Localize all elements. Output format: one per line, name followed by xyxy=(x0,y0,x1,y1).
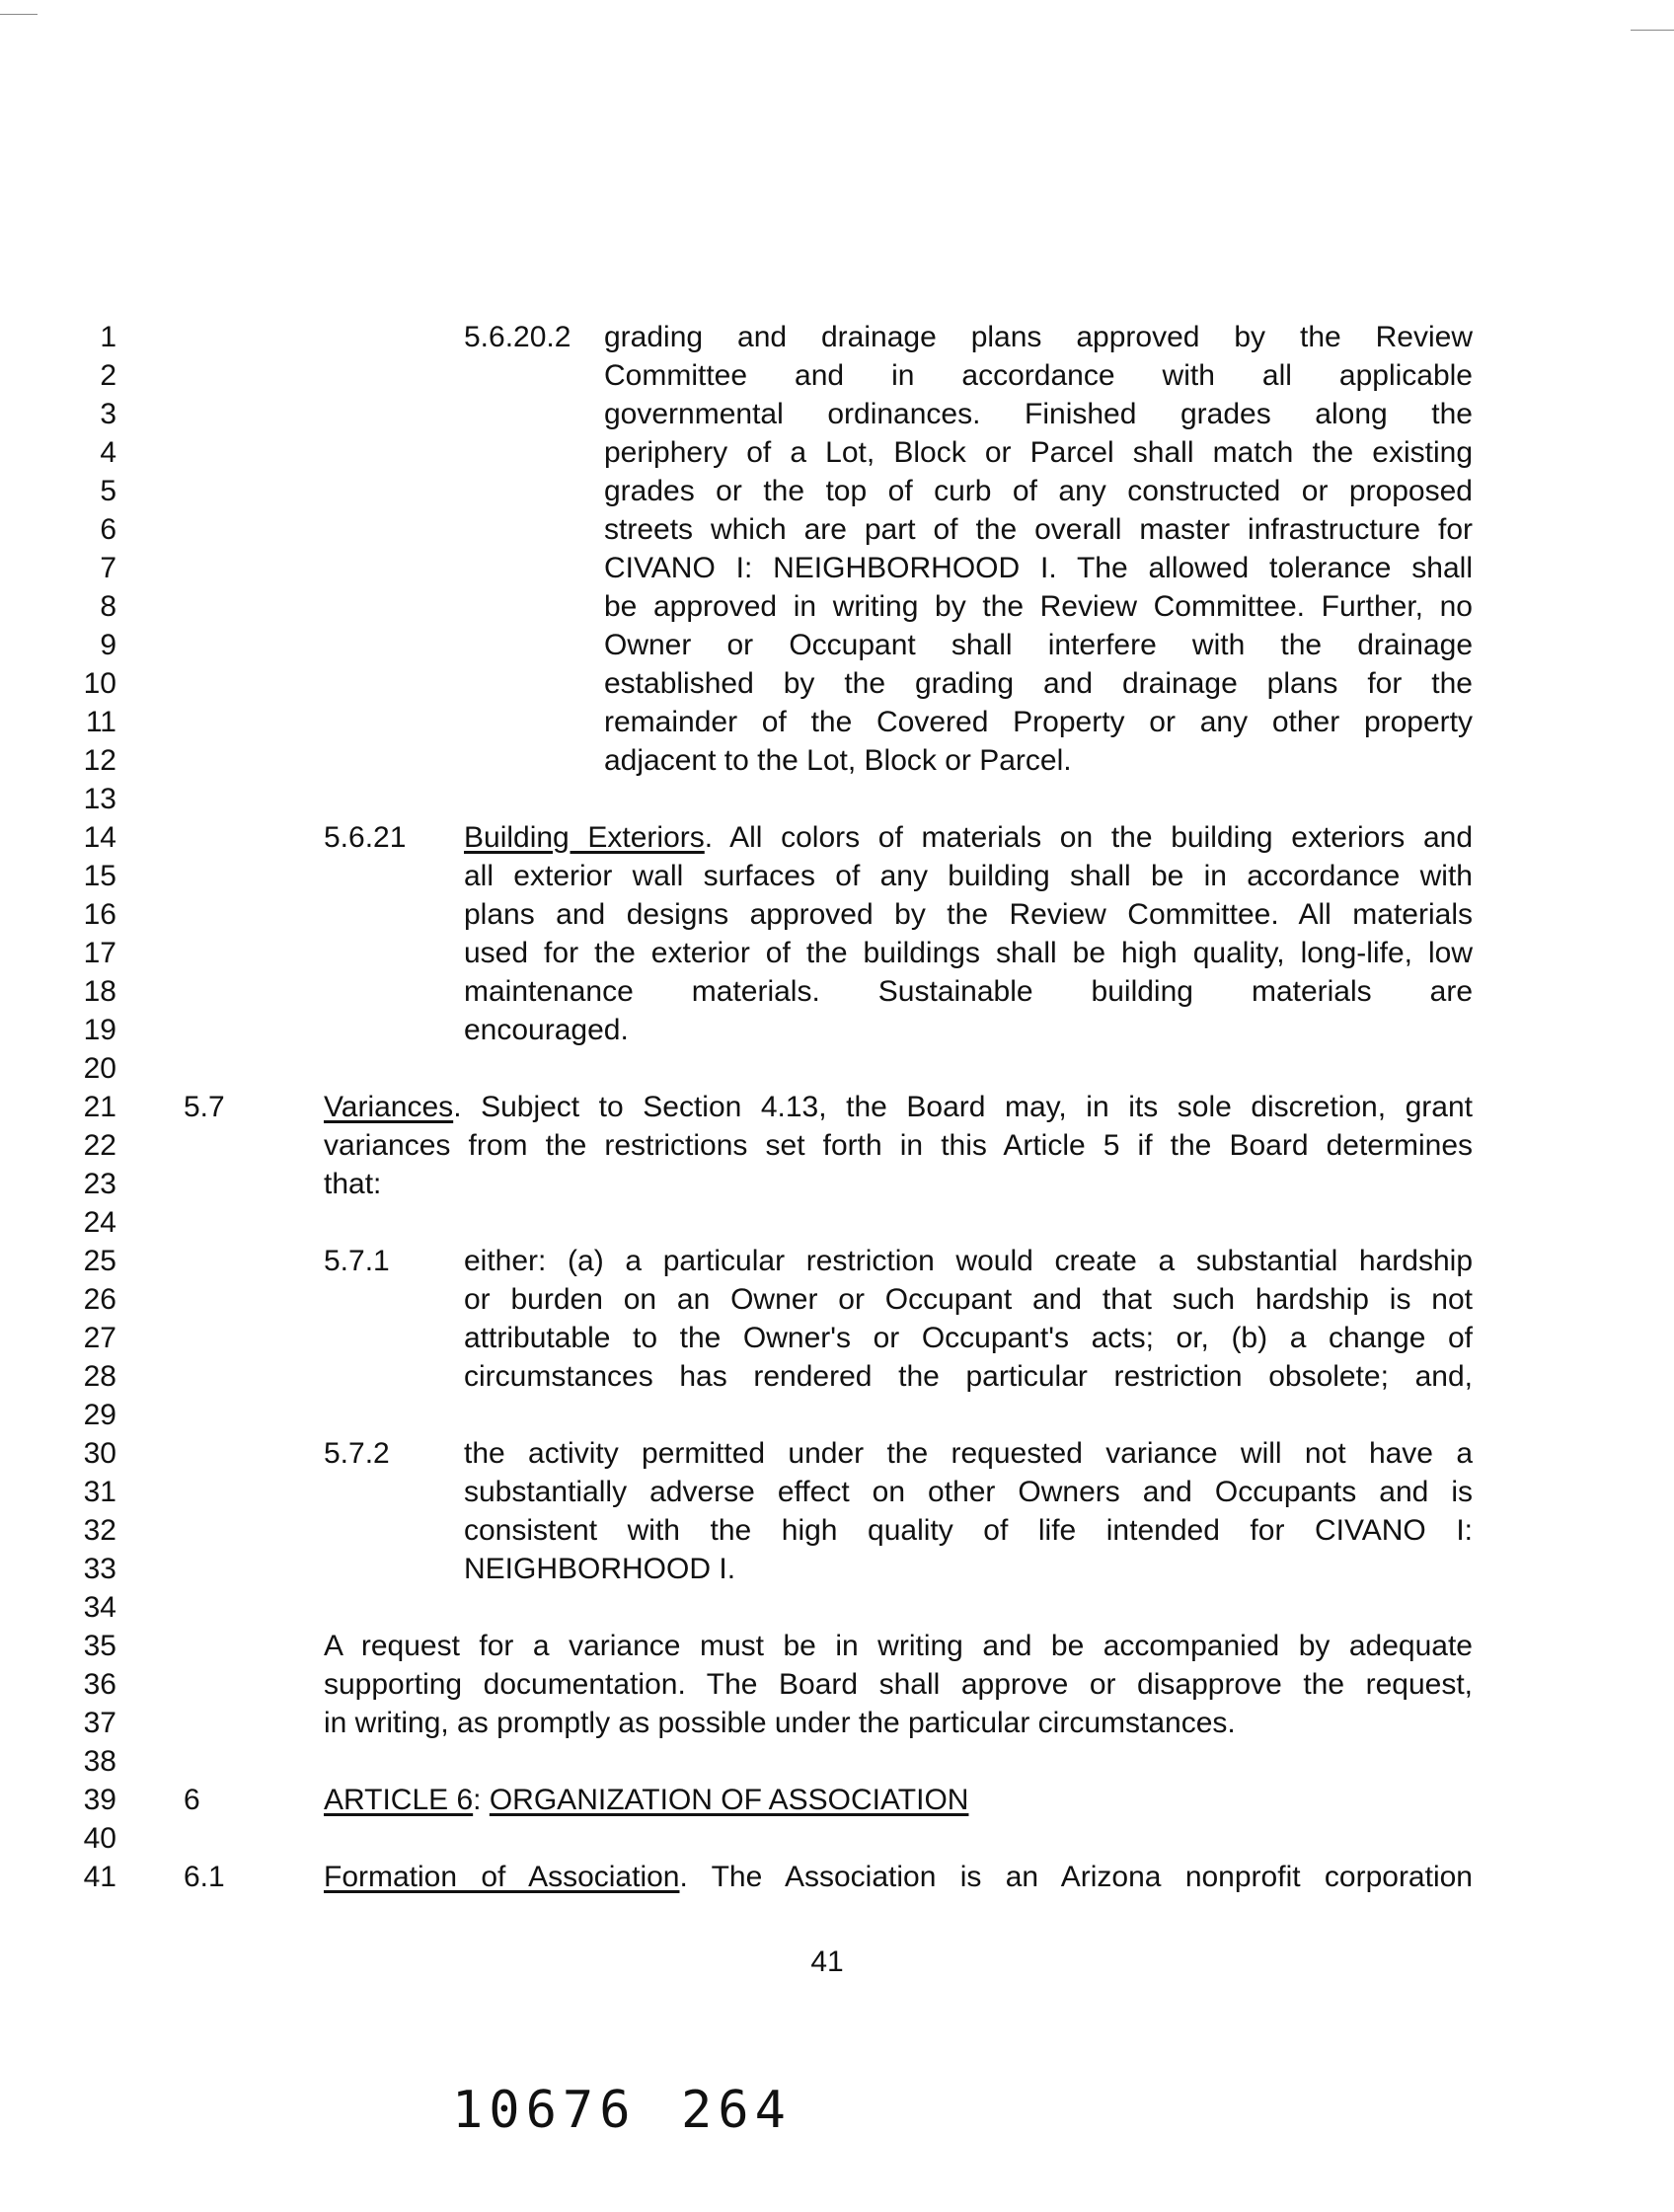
line-number: 27 xyxy=(83,1322,116,1354)
text-line: attributable to the Owner's or Occupant's acts; or, (b) a change of xyxy=(464,1322,1473,1354)
line-number: 5 xyxy=(100,475,116,507)
text-line: A request for a variance must be in writing and be accompanied by adequate xyxy=(324,1630,1473,1662)
line-number: 32 xyxy=(83,1514,116,1547)
line-number: 3 xyxy=(100,398,116,430)
text-line: all exterior wall surfaces of any building shall be in accordance with xyxy=(464,860,1473,892)
text-line: remainder of the Covered Property or any other property xyxy=(604,706,1473,738)
line-number: 22 xyxy=(83,1129,116,1162)
text-line: that: xyxy=(324,1168,382,1200)
line-number: 17 xyxy=(83,937,116,969)
article-6-number: 6 xyxy=(184,1784,200,1816)
text-line: variances from the restrictions set forth in this Article 5 if the Board determines xyxy=(324,1129,1473,1162)
text-line: in writing, as promptly as possible under the particular circumstances. xyxy=(324,1707,1236,1739)
line-number: 30 xyxy=(83,1437,116,1470)
line-number: 26 xyxy=(83,1283,116,1316)
text-line: grades or the top of curb of any constructed or proposed xyxy=(604,475,1473,507)
text-line: substantially adverse effect on other Owners and Occupants and is xyxy=(464,1476,1473,1508)
line-number: 24 xyxy=(83,1206,116,1239)
line-number: 25 xyxy=(83,1245,116,1277)
heading-formation-of-association: Formation of Association xyxy=(324,1861,680,1893)
line-number: 18 xyxy=(83,975,116,1008)
text-line: consistent with the high quality of life intended for CIVANO I: xyxy=(464,1514,1473,1547)
text-line: Owner or Occupant shall interfere with the drainage xyxy=(604,629,1473,661)
heading-variances: Variances xyxy=(324,1091,454,1123)
text-line: supporting documentation. The Board shall approve or disapprove the request, xyxy=(324,1668,1473,1701)
line-number: 16 xyxy=(83,898,116,931)
text-line: grading and drainage plans approved by the Review xyxy=(604,321,1473,353)
text-line: CIVANO I: NEIGHBORHOOD I. The allowed tolerance shall xyxy=(604,552,1473,584)
scan-mark-left xyxy=(0,14,38,15)
text-line: NEIGHBORHOOD I. xyxy=(464,1553,736,1585)
line-number: 40 xyxy=(83,1822,116,1855)
page-number: 41 xyxy=(810,1945,844,1978)
line-number: 38 xyxy=(83,1745,116,1778)
line-number: 8 xyxy=(100,590,116,623)
line-number: 2 xyxy=(100,359,116,392)
text-line: either: (a) a particular restriction would create a substantial hardship xyxy=(464,1245,1473,1277)
section-number-5-6-20-2: 5.6.20.2 xyxy=(464,321,571,353)
line-number: 6 xyxy=(100,513,116,546)
line-number: 4 xyxy=(100,436,116,469)
line-number: 14 xyxy=(83,821,116,854)
line-number: 21 xyxy=(83,1091,116,1123)
section-number-5-7-1: 5.7.1 xyxy=(324,1245,390,1277)
text-line: or burden on an Owner or Occupant and that such hardship is not xyxy=(464,1283,1473,1316)
section-number-5-7: 5.7 xyxy=(184,1091,225,1123)
text-line: adjacent to the Lot, Block or Parcel. xyxy=(604,744,1072,777)
line-number: 29 xyxy=(83,1399,116,1431)
line-number: 39 xyxy=(83,1784,116,1816)
text-line: circumstances has rendered the particular restriction obsolete; and, xyxy=(464,1360,1473,1393)
section-6-1-line-1: Formation of Association. The Association is an Arizona nonprofit corporation xyxy=(324,1861,1473,1893)
recording-docket-number: 10676 xyxy=(452,2081,637,2140)
line-number: 36 xyxy=(83,1668,116,1701)
text-line: plans and designs approved by the Review Committee. All materials xyxy=(464,898,1473,931)
line-number: 11 xyxy=(85,706,116,738)
recording-page-number: 264 xyxy=(681,2081,792,2140)
line-number: 35 xyxy=(83,1630,116,1662)
line-number: 19 xyxy=(83,1014,116,1046)
line-number: 23 xyxy=(83,1168,116,1200)
section-number-6-1: 6.1 xyxy=(184,1861,225,1893)
line-number: 13 xyxy=(83,783,116,815)
text-line: Committee and in accordance with all applicable xyxy=(604,359,1473,392)
text-line: maintenance materials. Sustainable building materials are xyxy=(464,975,1473,1008)
line-number: 41 xyxy=(83,1861,116,1893)
section-number-5-7-2: 5.7.2 xyxy=(324,1437,390,1470)
line-number: 28 xyxy=(83,1360,116,1393)
text-line: established by the grading and drainage plans for the xyxy=(604,667,1473,700)
section-5-6-21-line-1: Building Exteriors. All colors of materials on the building exteriors and xyxy=(464,821,1474,854)
section-number-5-6-21: 5.6.21 xyxy=(324,821,407,854)
line-number: 34 xyxy=(83,1591,116,1624)
text-line: the activity permitted under the requested variance will not have a xyxy=(464,1437,1473,1470)
line-number: 9 xyxy=(100,629,116,661)
heading-building-exteriors: Building Exteriors xyxy=(464,821,705,854)
line-number: 37 xyxy=(83,1707,116,1739)
scan-mark-right xyxy=(1631,30,1674,31)
text-line: streets which are part of the overall master infrastructure for xyxy=(604,513,1473,546)
line-number: 20 xyxy=(83,1052,116,1085)
line-number: 10 xyxy=(83,667,116,700)
text-line: used for the exterior of the buildings shall be high quality, long-life, low xyxy=(464,937,1473,969)
text-line: encouraged. xyxy=(464,1014,629,1046)
section-5-7-line-1: Variances. Subject to Section 4.13, the Board may, in its sole discretion, grant xyxy=(324,1091,1473,1123)
line-number: 1 xyxy=(100,321,116,353)
text-line: periphery of a Lot, Block or Parcel shall match the existing xyxy=(604,436,1473,469)
text-line: governmental ordinances. Finished grades along the xyxy=(604,398,1473,430)
line-number: 15 xyxy=(83,860,116,892)
text-line: be approved in writing by the Review Committee. Further, no xyxy=(604,590,1473,623)
article-6-heading: ARTICLE 6: ORGANIZATION OF ASSOCIATION xyxy=(324,1784,969,1816)
line-number: 12 xyxy=(83,744,116,777)
line-number: 7 xyxy=(100,552,116,584)
line-number: 33 xyxy=(83,1553,116,1585)
line-number: 31 xyxy=(83,1476,116,1508)
